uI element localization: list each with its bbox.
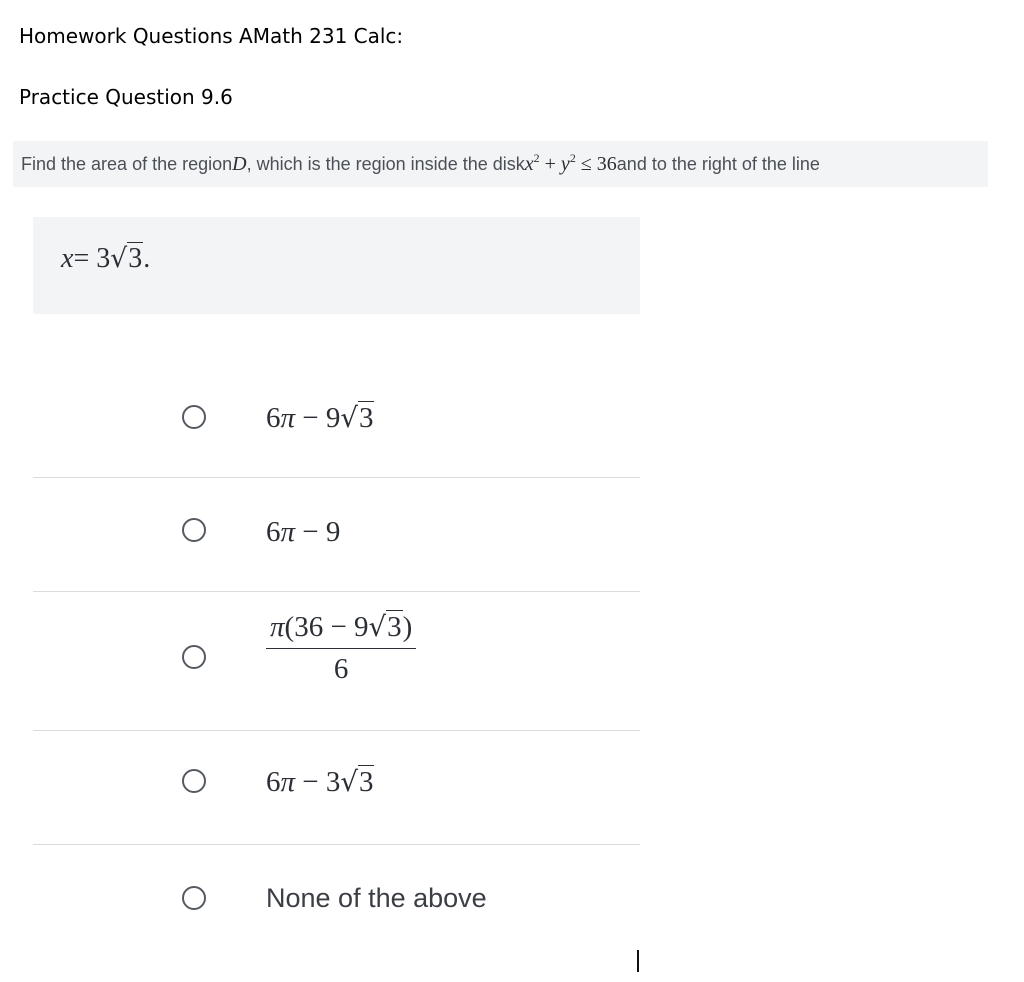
line-period: .	[143, 242, 151, 274]
text-cursor	[637, 950, 639, 972]
answer-option-5[interactable]	[33, 845, 640, 959]
fraction[interactable]	[266, 610, 416, 686]
radio-button[interactable]	[182, 645, 206, 669]
line-value: = 3	[73, 242, 111, 274]
document-subtitle: Practice Question 9.6	[19, 85, 233, 109]
prompt-text-middle: , which is the region inside the disk	[246, 153, 525, 174]
option-label[interactable]: None of the above	[266, 883, 487, 913]
sqrt-expression: √3	[110, 243, 143, 274]
radio-button[interactable]	[182, 518, 206, 542]
line-equation	[33, 217, 640, 314]
answer-option-1[interactable]	[33, 364, 640, 478]
radio-button[interactable]	[182, 769, 206, 793]
prompt-text-end: and to the right of the line	[616, 153, 820, 174]
line-variable: x	[61, 242, 74, 274]
prompt-text-start: Find the area of the region	[21, 153, 233, 174]
answer-option-4[interactable]	[33, 731, 640, 845]
fraction-numerator: π(36 − 9√3)	[266, 610, 416, 649]
option-label[interactable]: 6π − 9	[266, 516, 341, 548]
fraction-denominator: 6	[333, 653, 349, 685]
radio-button[interactable]	[182, 405, 206, 429]
radio-button[interactable]	[182, 886, 206, 910]
document-title: Homework Questions AMath 231 Calc:	[19, 24, 404, 48]
answer-option-2[interactable]	[33, 478, 640, 592]
answer-option-3[interactable]	[33, 592, 640, 731]
question-prompt	[13, 141, 988, 187]
region-symbol: D	[232, 152, 247, 175]
option-label[interactable]: 6π − 9√3	[266, 402, 374, 434]
option-label[interactable]: 6π − 3√3	[266, 766, 374, 798]
disk-inequality: $x^2 + y^2 \le 36$	[524, 150, 617, 175]
